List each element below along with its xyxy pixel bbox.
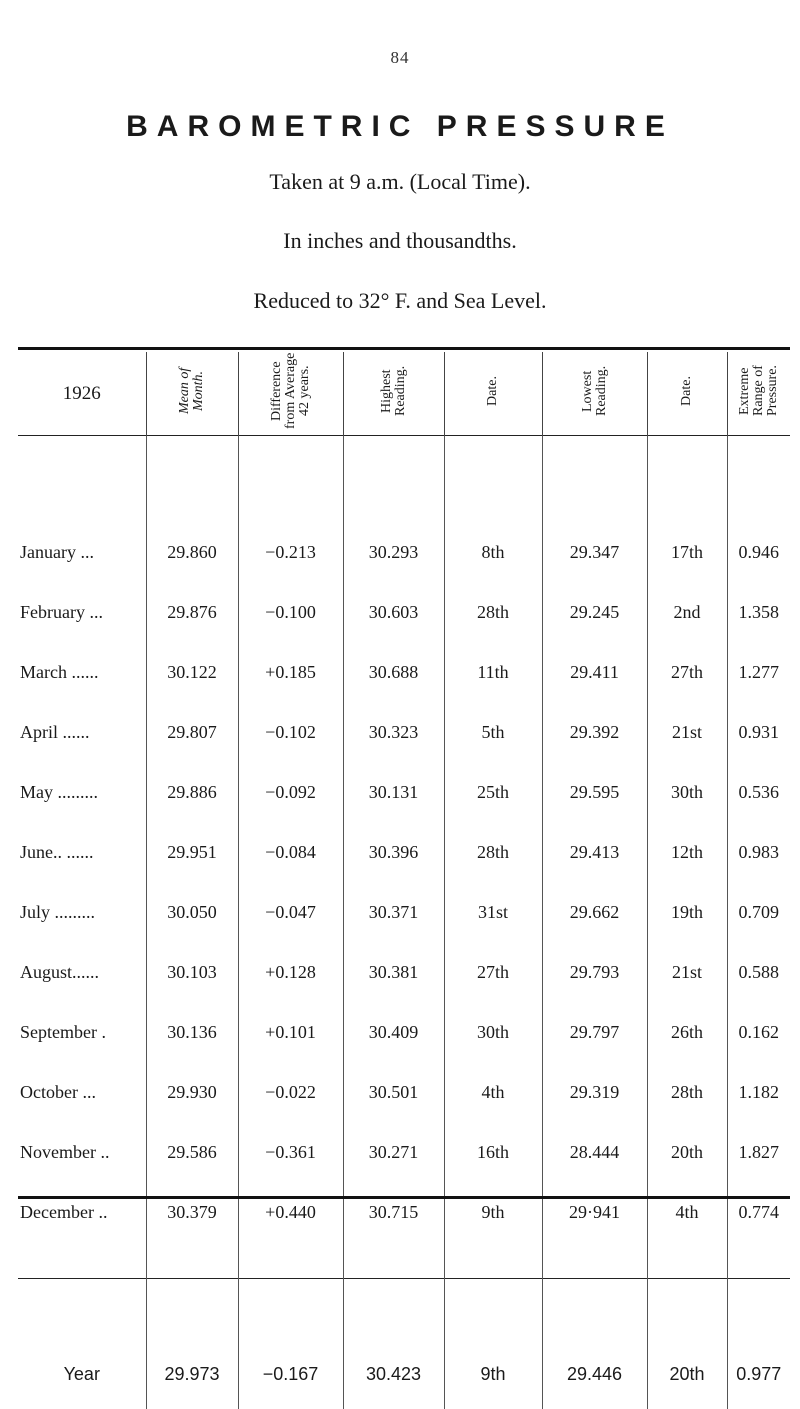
- cell-range: 0.588: [727, 942, 790, 1002]
- cell-date-low: 21st: [647, 702, 727, 762]
- cell-highest: 30.323: [343, 702, 444, 762]
- cell-mean: 30.103: [146, 942, 238, 1002]
- cell-range: 1.358: [727, 582, 790, 642]
- table-row: [18, 702, 790, 762]
- cell-lowest: 28.444: [542, 1122, 647, 1182]
- cell-date-high: 27th: [444, 942, 542, 1002]
- cell-highest: 30.271: [343, 1122, 444, 1182]
- year-spacer: [18, 1242, 790, 1279]
- cell-highest: 30.603: [343, 582, 444, 642]
- cell-mean: 29.586: [146, 1122, 238, 1182]
- cell-date-low: 28th: [647, 1062, 727, 1122]
- header-mean-label: Mean of Month.: [177, 367, 206, 415]
- cell-mean: 29.860: [146, 522, 238, 582]
- table-top-rule: [18, 347, 790, 350]
- header-difference-label: Difference from Average 42 years.: [268, 352, 312, 430]
- header-lowest: [542, 352, 647, 436]
- cell-range: 0.946: [727, 522, 790, 582]
- header-date-low: [647, 352, 727, 436]
- cell-difference: −0.100: [238, 582, 343, 642]
- cell-month-name: July .........: [20, 901, 96, 922]
- cell-lowest: 29.347: [542, 522, 647, 582]
- page-number: 84: [390, 48, 410, 67]
- cell-lowest: 29.662: [542, 882, 647, 942]
- cell-difference: −0.084: [238, 822, 343, 882]
- cell-date-high: 28th: [444, 582, 542, 642]
- cell-range: 0.536: [727, 762, 790, 822]
- cell-mean: 30.136: [146, 1002, 238, 1062]
- cell-date-high: 28th: [444, 822, 542, 882]
- year-highest: 30.423: [343, 1339, 444, 1409]
- table-bottom-rule: [18, 1196, 790, 1199]
- header-lowest-label: Lowest Reading.: [579, 365, 609, 417]
- cell-lowest: 29.319: [542, 1062, 647, 1122]
- cell-range: 0.931: [727, 702, 790, 762]
- cell-mean: 29.930: [146, 1062, 238, 1122]
- cell-highest: 30.371: [343, 882, 444, 942]
- cell-month-name: March ......: [20, 661, 99, 682]
- cell-mean: 29.876: [146, 582, 238, 642]
- cell-mean: 29.807: [146, 702, 238, 762]
- subtitle-time: Taken at 9 a.m. (Local Time).: [269, 169, 531, 194]
- cell-date-low: 19th: [647, 882, 727, 942]
- year-mean: 29.973: [146, 1339, 238, 1409]
- table-row: [18, 522, 790, 582]
- cell-highest: 30.409: [343, 1002, 444, 1062]
- cell-date-high: 5th: [444, 702, 542, 762]
- cell-difference: +0.101: [238, 1002, 343, 1062]
- table-header-row: [18, 352, 790, 436]
- table-row: [18, 762, 790, 822]
- cell-lowest: 29.413: [542, 822, 647, 882]
- year-date-low: 20th: [647, 1339, 727, 1409]
- cell-month-name: November ..: [20, 1141, 110, 1162]
- cell-highest: 30.396: [343, 822, 444, 882]
- cell-month-name: May .........: [20, 781, 98, 802]
- cell-lowest: 29·941: [542, 1182, 647, 1242]
- cell-date-low: 27th: [647, 642, 727, 702]
- table-row: [18, 882, 790, 942]
- header-year: 1926: [62, 382, 101, 404]
- table-row: [18, 942, 790, 1002]
- cell-date-high: 4th: [444, 1062, 542, 1122]
- cell-month-name: January ...: [20, 541, 94, 562]
- cell-date-low: 12th: [647, 822, 727, 882]
- header-date-low-label: Date.: [679, 376, 694, 406]
- cell-date-high: 16th: [444, 1122, 542, 1182]
- table-row: [18, 1002, 790, 1062]
- year-range: 0.977: [727, 1339, 790, 1409]
- table-row: [18, 1182, 790, 1242]
- cell-date-high: 8th: [444, 522, 542, 582]
- cell-highest: 30.501: [343, 1062, 444, 1122]
- cell-difference: −0.361: [238, 1122, 343, 1182]
- cell-range: 1.827: [727, 1122, 790, 1182]
- header-difference: [238, 352, 343, 436]
- cell-month-name: December ..: [20, 1201, 108, 1222]
- cell-highest: 30.715: [343, 1182, 444, 1242]
- table-row: [18, 1062, 790, 1122]
- cell-lowest: 29.245: [542, 582, 647, 642]
- cell-date-low: 21st: [647, 942, 727, 1002]
- cell-month-name: June.. ......: [20, 841, 94, 862]
- cell-month-name: February ...: [20, 601, 103, 622]
- year-date-high: 9th: [444, 1339, 542, 1409]
- cell-lowest: 29.797: [542, 1002, 647, 1062]
- cell-date-low: 4th: [647, 1182, 727, 1242]
- header-highest: [343, 352, 444, 436]
- cell-date-high: 30th: [444, 1002, 542, 1062]
- cell-range: 1.182: [727, 1062, 790, 1122]
- year-lowest: 29.446: [542, 1339, 647, 1409]
- cell-range: 0.709: [727, 882, 790, 942]
- cell-lowest: 29.793: [542, 942, 647, 1002]
- subtitle-units: In inches and thousandths.: [283, 228, 517, 253]
- cell-mean: 29.951: [146, 822, 238, 882]
- cell-difference: −0.092: [238, 762, 343, 822]
- table-row: [18, 822, 790, 882]
- year-summary: [18, 1242, 790, 1409]
- cell-month-name: April ......: [20, 721, 90, 742]
- cell-range: 0.983: [727, 822, 790, 882]
- cell-lowest: 29.392: [542, 702, 647, 762]
- header-mean: [146, 352, 238, 436]
- cell-difference: +0.440: [238, 1182, 343, 1242]
- cell-month-name: August......: [20, 961, 100, 982]
- table-row: [18, 1122, 790, 1182]
- cell-highest: 30.688: [343, 642, 444, 702]
- cell-month-name: September .: [20, 1021, 106, 1042]
- year-rule: [18, 1279, 790, 1340]
- cell-date-low: 26th: [647, 1002, 727, 1062]
- cell-range: 0.774: [727, 1182, 790, 1242]
- table-row: [18, 582, 790, 642]
- header-rule: [18, 436, 790, 497]
- cell-difference: −0.047: [238, 882, 343, 942]
- header-highest-label: Highest Reading.: [378, 365, 408, 417]
- cell-difference: +0.185: [238, 642, 343, 702]
- cell-lowest: 29.595: [542, 762, 647, 822]
- cell-date-high: 31st: [444, 882, 542, 942]
- header-range: [727, 352, 790, 436]
- cell-month-name: October ...: [20, 1081, 96, 1102]
- cell-mean: 30.122: [146, 642, 238, 702]
- cell-difference: +0.128: [238, 942, 343, 1002]
- header-range-label: Extreme Range of Pressure.: [736, 365, 780, 417]
- cell-date-high: 25th: [444, 762, 542, 822]
- barometric-pressure-table: [18, 352, 790, 1409]
- cell-date-high: 9th: [444, 1182, 542, 1242]
- cell-date-low: 30th: [647, 762, 727, 822]
- cell-lowest: 29.411: [542, 642, 647, 702]
- year-label: Year: [63, 1363, 100, 1384]
- cell-difference: −0.213: [238, 522, 343, 582]
- table-spacer: [18, 496, 790, 522]
- cell-difference: −0.102: [238, 702, 343, 762]
- table-body: [18, 496, 790, 1242]
- cell-highest: 30.381: [343, 942, 444, 1002]
- table-row: [18, 642, 790, 702]
- header-date-high-label: Date.: [485, 376, 500, 406]
- year-row: [18, 1339, 790, 1409]
- page-title: BAROMETRIC PRESSURE: [126, 110, 674, 143]
- cell-mean: 30.050: [146, 882, 238, 942]
- cell-date-low: 17th: [647, 522, 727, 582]
- cell-range: 1.277: [727, 642, 790, 702]
- cell-date-high: 11th: [444, 642, 542, 702]
- cell-date-low: 2nd: [647, 582, 727, 642]
- cell-highest: 30.131: [343, 762, 444, 822]
- header-date-high: [444, 352, 542, 436]
- cell-mean: 29.886: [146, 762, 238, 822]
- subtitle-reduction: Reduced to 32° F. and Sea Level.: [253, 288, 547, 313]
- cell-mean: 30.379: [146, 1182, 238, 1242]
- cell-highest: 30.293: [343, 522, 444, 582]
- cell-range: 0.162: [727, 1002, 790, 1062]
- cell-date-low: 20th: [647, 1122, 727, 1182]
- year-difference: −0.167: [238, 1339, 343, 1409]
- cell-difference: −0.022: [238, 1062, 343, 1122]
